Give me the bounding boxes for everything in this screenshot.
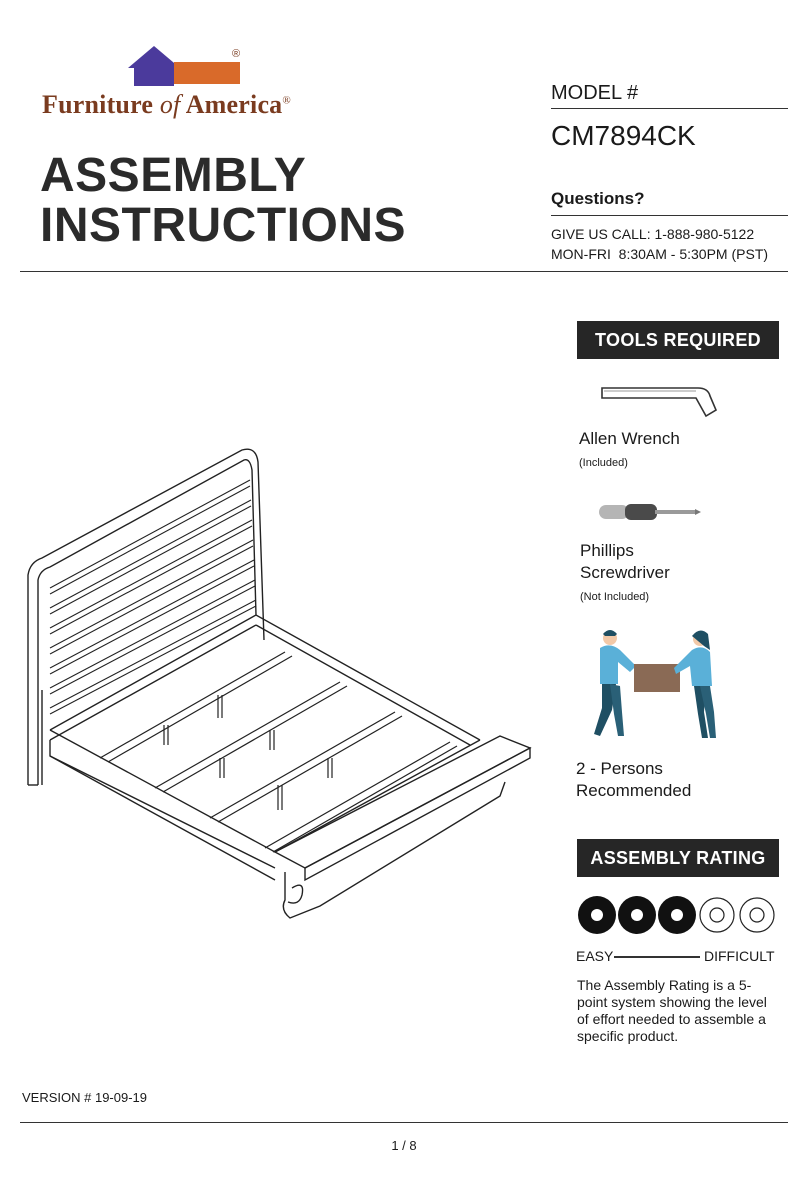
logo-roof-shape [128,46,180,68]
brand-name-part2: America [185,90,283,119]
brand-name-part1: Furniture [42,90,154,119]
model-label: MODEL # [551,82,639,104]
call-number: GIVE US CALL: 1-888-980-5122 [551,226,755,242]
rating-circle-1 [578,896,616,934]
rating-scale-line [614,956,700,958]
carried-box [634,664,680,692]
version-label: VERSION # 19-09-19 [22,1090,148,1105]
two-persons-carrying-icon [580,626,730,746]
questions-divider [551,215,788,216]
rating-circle-5 [740,898,774,932]
model-divider [551,108,788,109]
support-legs [164,695,332,810]
rating-circle-4 [700,898,734,932]
logo-registered-mark: ® [232,48,241,60]
tool-screwdriver-name-line2: Screwdriver [580,563,670,582]
tool-screwdriver-name-line1: Phillips [580,541,634,560]
logo-house-body [134,66,174,86]
footboard [275,736,530,918]
side-rails [50,615,480,880]
brand-name-of: of [159,90,181,119]
header-divider [20,271,788,272]
brand-registered: ® [282,94,291,107]
bed-frame-illustration [20,440,540,930]
brand-name [42,90,291,120]
call-hours: MON-FRI 8:30AM - 5:30PM (PST) [551,246,769,262]
allen-wrench-icon [598,382,722,422]
brand-logo-house-icon [124,44,244,90]
person-left [594,630,636,736]
rating-difficult-label: DIFFICULT [704,948,775,964]
tool-allen-wrench-name: Allen Wrench [579,429,680,448]
rating-circle-3 [658,896,696,934]
logo-orange-band [174,62,240,84]
tool-screwdriver-note: (Not Included) [580,591,650,603]
person-right [674,630,716,738]
persons-line2: Recommended [576,781,692,800]
questions-heading: Questions? [551,189,645,208]
rating-circle-2 [618,896,656,934]
footer-divider [20,1122,788,1123]
tools-required-heading: TOOLS REQUIRED [577,321,779,359]
tool-allen-wrench-note: (Included) [579,457,628,469]
assembly-rating-scale [577,893,777,937]
title-line1: ASSEMBLY [40,149,307,202]
screwdriver-icon [597,500,703,524]
rating-easy-label: EASY [576,948,614,964]
rating-description: The Assembly Rating is a 5-point system showing the level of effort needed to assemble a specific product. [577,977,767,1044]
headboard-slats [50,480,256,714]
model-number: CM7894CK [551,120,696,151]
page-number: 1 / 8 [391,1138,417,1153]
title-line2: INSTRUCTIONS [40,199,406,252]
assembly-rating-heading: ASSEMBLY RATING [577,839,779,877]
persons-line1: 2 - Persons [576,759,663,778]
